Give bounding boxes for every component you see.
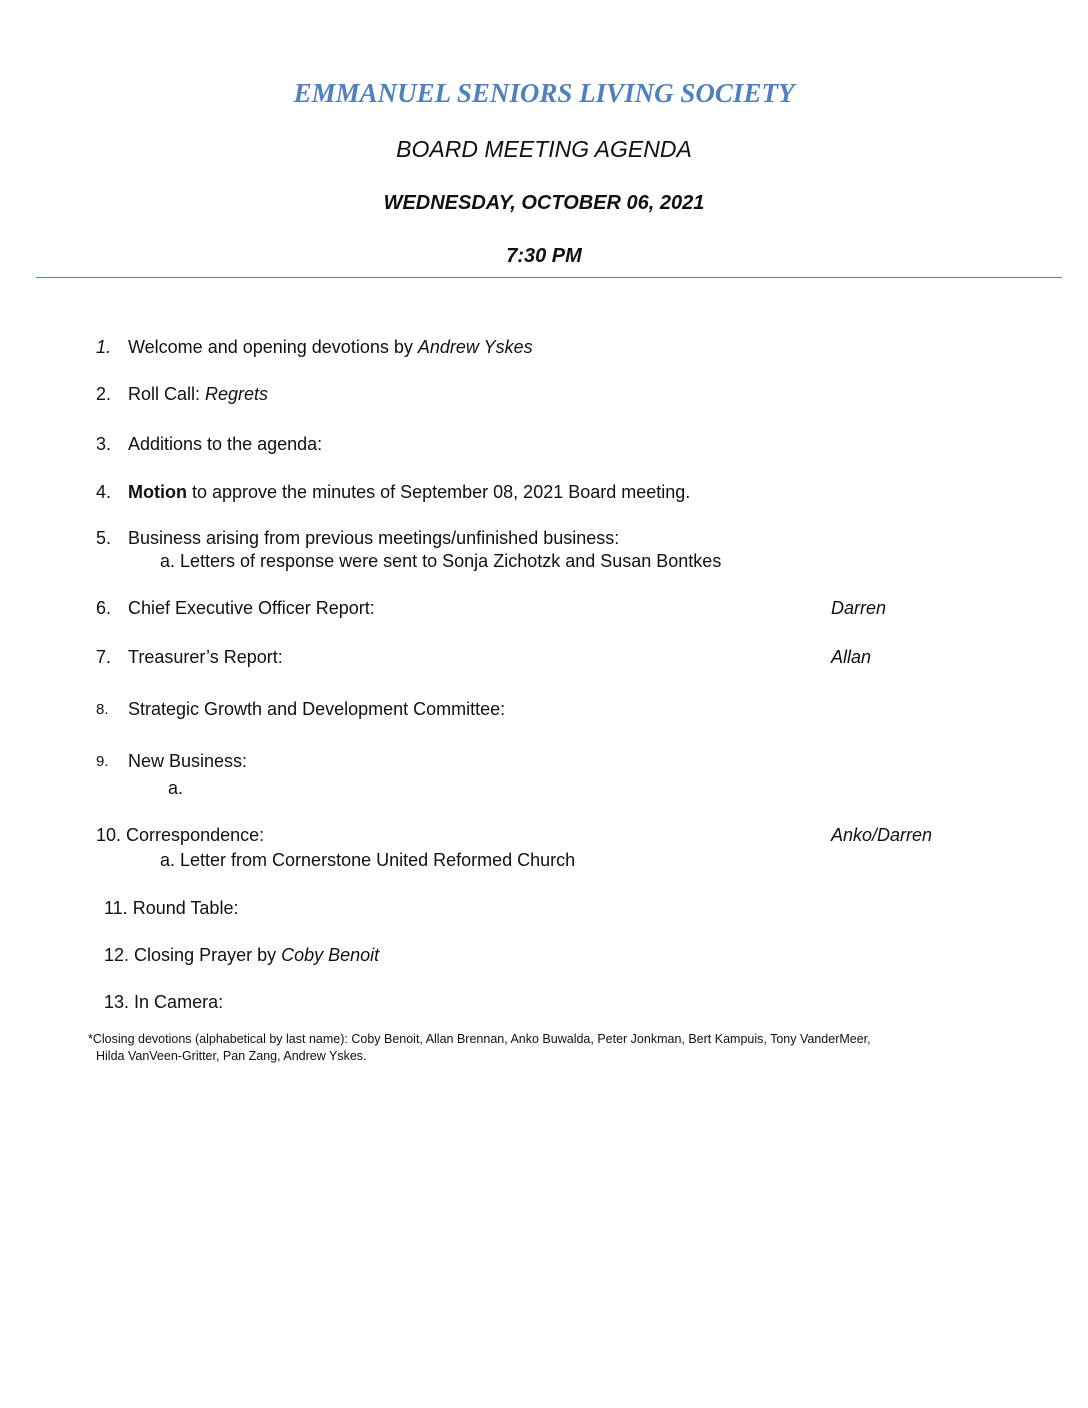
agenda-item-5-number: 5. xyxy=(96,528,112,548)
agenda-item-7-presenter: Allan xyxy=(831,647,872,667)
agenda-item-10-subitem-a: a. Letter from Cornerstone United Reformed Church xyxy=(160,850,576,870)
meeting-time: 7:30 PM xyxy=(506,245,582,267)
header-divider xyxy=(36,277,1062,278)
agenda-item-8-text: Strategic Growth and Development Committee: xyxy=(128,699,506,719)
agenda-item-13 xyxy=(104,991,223,1013)
footnote-line-1: *Closing devotions (alphabetical by last name): Coby Benoit, Allan Brennan, Anko Buwalda, Peter Jonkman, Bert Kampuis, Tony VanderMeer, xyxy=(88,1032,871,1046)
agenda-item-8-number: 8. xyxy=(96,701,109,718)
agenda-item-13-number: 13. xyxy=(104,992,130,1012)
agenda-item-6-presenter: Darren xyxy=(831,598,887,618)
agenda-item-11-number: 11. xyxy=(104,898,128,918)
agenda-item-11-text: Round Table: xyxy=(132,898,239,918)
agenda-item-6-number: 6. xyxy=(96,598,112,618)
agenda-item-2-note: Regrets xyxy=(205,384,269,404)
agenda-item-9-text: New Business: xyxy=(128,751,248,771)
agenda-item-7-number: 7. xyxy=(96,647,112,667)
organization-title: EMMANUEL SENIORS LIVING SOCIETY xyxy=(293,78,795,108)
agenda-item-10 xyxy=(96,824,264,846)
agenda-item-13-text: In Camera: xyxy=(134,992,224,1012)
agenda-item-1-person: Andrew Yskes xyxy=(417,337,533,357)
agenda-item-1 xyxy=(128,336,533,358)
agenda-item-12-person: Coby Benoit xyxy=(281,945,380,965)
agenda-item-11 xyxy=(104,897,238,919)
footnote-line-2: Hilda VanVeen-Gritter, Pan Zang, Andrew Yskes. xyxy=(96,1049,367,1063)
agenda-item-9-subitem-a: a. xyxy=(168,778,184,798)
agenda-item-12 xyxy=(104,944,379,966)
agenda-item-5-text: Business arising from previous meetings/unfinished business: xyxy=(128,528,620,548)
agenda-item-7-text: Treasurer’s Report: xyxy=(128,647,283,667)
meeting-date: WEDNESDAY, OCTOBER 06, 2021 xyxy=(383,192,705,214)
agenda-item-2 xyxy=(128,383,268,405)
closing-devotions-footnote xyxy=(88,1031,1018,1065)
agenda-item-1-text: Welcome and opening devotions by xyxy=(128,337,418,357)
agenda-item-10-presenter: Anko/Darren xyxy=(831,825,933,845)
document-title: BOARD MEETING AGENDA xyxy=(396,136,692,162)
agenda-item-2-text: Roll Call: xyxy=(128,384,206,404)
agenda-item-3-text: Additions to the agenda: xyxy=(128,434,323,454)
agenda-item-6-text: Chief Executive Officer Report: xyxy=(128,598,375,618)
agenda-item-4-number: 4. xyxy=(96,482,112,502)
agenda-item-12-text: Closing Prayer by xyxy=(134,945,282,965)
agenda-item-4-motion: Motion xyxy=(128,482,187,502)
agenda-item-2-number: 2. xyxy=(96,384,112,404)
agenda-item-4-text: to approve the minutes of September 08, 2021 Board meeting. xyxy=(186,482,691,502)
agenda-item-5-subitem-a: a. Letters of response were sent to Sonja Zichotzk and Susan Bontkes xyxy=(160,551,722,571)
agenda-item-1-number: 1. xyxy=(96,337,112,357)
agenda-item-4 xyxy=(128,481,690,503)
agenda-item-10-number: 10. xyxy=(96,825,122,845)
agenda-item-9-number: 9. xyxy=(96,753,109,770)
agenda-item-3-number: 3. xyxy=(96,434,112,454)
agenda-item-12-number: 12. xyxy=(104,945,130,965)
agenda-item-10-text: Correspondence: xyxy=(126,825,265,845)
